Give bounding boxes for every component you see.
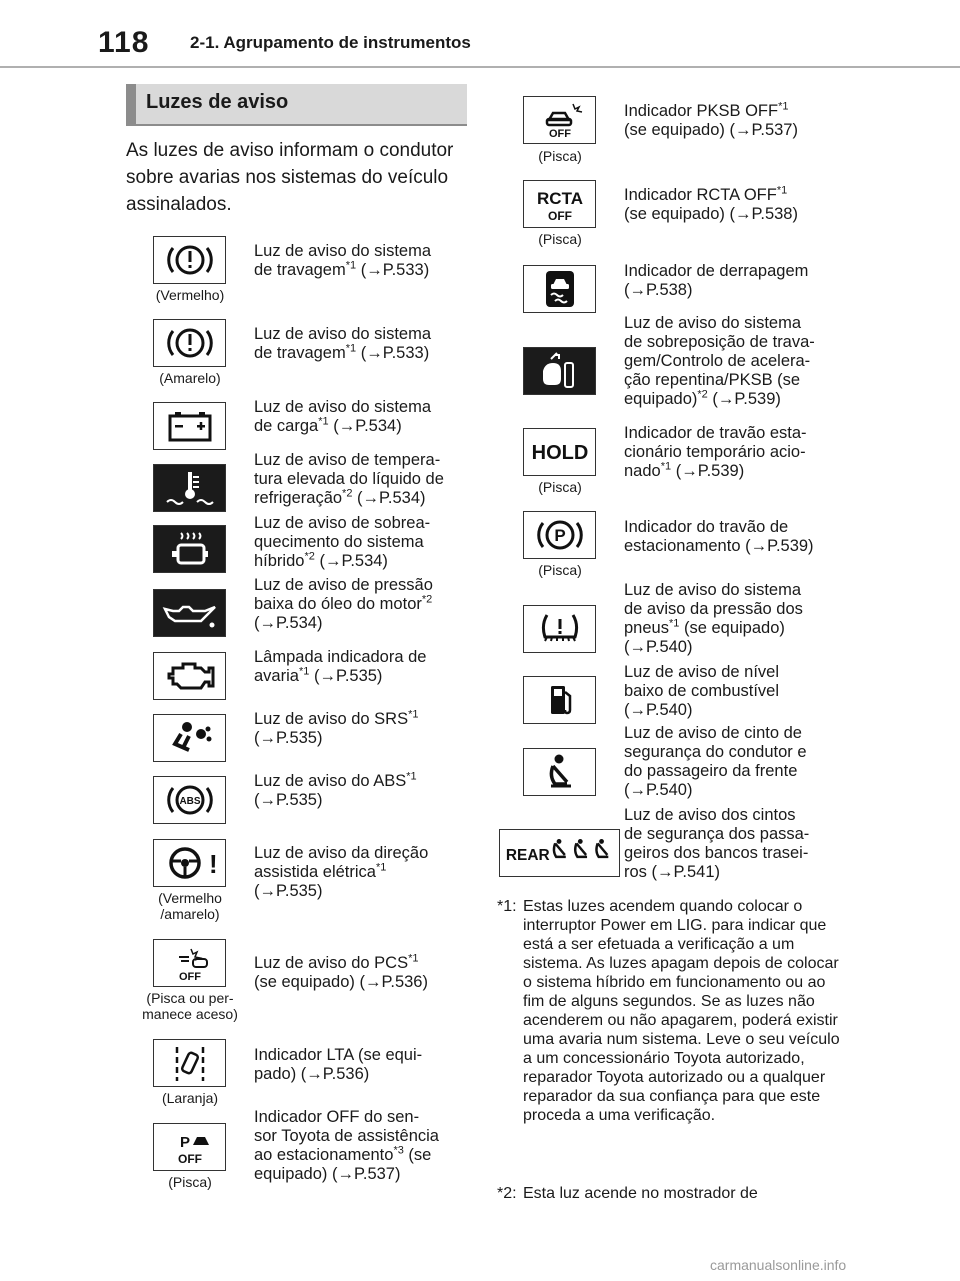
warning-description: Luz de aviso do sistema de aviso da pressão dos pneus$^{*1}$ (se equipado) (→P.540): [624, 581, 803, 656]
footnote-text: Esta luz acende no mostrador de: [523, 1185, 758, 1202]
warning-description: Luz de aviso do sistema de travagem$^{*1}$ (→P.533): [254, 242, 432, 279]
abs-icon-label: ABS: [178, 796, 201, 807]
icon-caption: (Amarelo): [159, 370, 221, 386]
pcs-off-label: OFF: [178, 971, 201, 983]
warning-description: Luz de aviso do SRS$^{*1}$ (→P.535): [254, 708, 419, 747]
drive-start-control-icon: [523, 347, 596, 395]
warning-description: Indicador LTA (se equi- pado) (→P.536): [254, 1046, 423, 1083]
header-divider: [0, 66, 960, 68]
footnote-mark: *1:: [497, 898, 517, 915]
hybrid-overheat-icon: [153, 525, 226, 573]
parking-support-off-label: OFF: [177, 1152, 202, 1166]
warning-description: Lâmpada indicadora de avaria$^{*1}$ (→P.535): [254, 648, 427, 685]
parking-support-p-label: P: [179, 1134, 190, 1151]
brake-warning-icon: [153, 319, 226, 367]
warning-description: Luz de aviso dos cintos de segurança dos passa- geiros dos bancos trasei- ros (→P.541): [624, 806, 810, 881]
warning-description: Indicador RCTA OFF$^{*1}$ (se equipado) (→P.538): [624, 184, 798, 223]
power-steering-icon-exclam: !: [208, 849, 218, 879]
intro-paragraph: As luzes de aviso informam o condutor sobre avarias nos sistemas do veículo assinalados.: [126, 140, 454, 215]
lta-icon: [153, 1039, 226, 1087]
section-title: Luzes de aviso: [126, 84, 467, 126]
warning-description: Luz de aviso de tempera- tura elevada do líquido de refrigeração$^{*2}$ (→P.534): [254, 451, 444, 507]
page-header: [0, 0, 960, 70]
warning-description: Luz de aviso da direção assistida elétrica$^{*1}$ (→P.535): [254, 844, 429, 900]
parking-brake-p-label: P: [553, 526, 566, 545]
hold-icon: [523, 428, 596, 476]
footnote-2: [497, 1184, 842, 1203]
icon-caption: (Pisca): [168, 1174, 212, 1190]
power-steering-icon: [153, 839, 226, 887]
icon-caption: (Pisca): [538, 148, 582, 164]
watermark: carmanualsonline.info: [710, 1257, 847, 1273]
warning-description: Indicador de travão esta- cionário temporário acio- nado$^{*1}$ (→P.539): [624, 424, 807, 480]
pcs-off-icon: [153, 939, 226, 987]
warning-description: Luz de aviso de nível baixo de combustível (→P.540): [624, 663, 780, 719]
pksb-off-icon: [523, 96, 596, 144]
icon-caption: (Vermelho): [155, 287, 225, 303]
icon-caption: (Pisca ou per- manece aceso): [142, 990, 238, 1022]
warning-description: Indicador OFF do sen- sor Toyota de assistência ao estacionamento$^{*3}$ (se equipado) (→P.537): [254, 1108, 439, 1183]
footnote-mark: *2:: [497, 1185, 517, 1202]
warning-description: Indicador PKSB OFF$^{*1}$ (se equipado) (→P.537): [624, 100, 798, 139]
brake-warning-icon: [153, 236, 226, 284]
warning-description: Luz de aviso do sistema de travagem$^{*1}$ (→P.533): [254, 325, 432, 362]
rcta-off-icon: [523, 180, 596, 228]
warning-description: Luz de aviso de pressão baixa do óleo do motor$^{*2}$ (→P.534): [254, 576, 433, 632]
footnote-text: Estas luzes acendem quando colocar o interruptor Power em LIG. para indicar que está a ser efetuada a verificação a um sistema. As luzes apagam depois de colocar o sistema híbrido em funcionamento ou ao fim de alguns segundos. Se as luzes não acenderem ou não apagarem, poderá existir uma avaria num sistema. Leve o seu veículo a um concessionário Toyota autorizado, reparador Toyota autorizado ou a qualquer reparador da sua confiança para que este proceda a uma verificação.: [523, 898, 840, 1124]
check-engine-icon: [153, 652, 226, 700]
rear-label: REAR: [505, 846, 550, 864]
icon-caption: (Vermelho /amarelo): [158, 890, 222, 922]
coolant-temperature-icon: [153, 464, 226, 512]
hold-label: HOLD: [531, 442, 588, 464]
warning-description: Luz de aviso do PCS$^{*1}$ (se equipado) (→P.536): [254, 952, 428, 991]
warning-description: Indicador do travão de estacionamento (→P.539): [624, 518, 814, 555]
warning-description: Luz de aviso do ABS$^{*1}$ (→P.535): [254, 770, 417, 809]
rcta-label: RCTA: [536, 189, 583, 208]
icon-caption: (Pisca): [538, 562, 582, 578]
parking-support-off-icon: [153, 1123, 226, 1171]
rear-seatbelt-icon: [499, 829, 620, 877]
icon-caption: (Pisca): [538, 231, 582, 247]
icon-caption: (Laranja): [161, 1090, 219, 1106]
srs-airbag-icon: [153, 714, 226, 762]
footnote-1: [497, 897, 842, 1125]
page-number: 118: [98, 26, 150, 59]
rcta-off-label: OFF: [547, 209, 572, 223]
warning-description: Luz de aviso de sobrea- quecimento do sistema híbrido$^{*2}$ (→P.534): [254, 514, 431, 570]
battery-icon: [153, 402, 226, 450]
seatbelt-icon: [523, 748, 596, 796]
tire-pressure-icon: [523, 605, 596, 653]
abs-icon: [153, 776, 226, 824]
warning-description: Luz de aviso de cinto de segurança do condutor e do passageiro da frente (→P.540): [624, 724, 807, 799]
slip-indicator-icon: [523, 265, 596, 313]
pksb-off-label: OFF: [548, 128, 571, 140]
icon-caption: (Pisca): [538, 479, 582, 495]
warning-description: Luz de aviso do sistema de sobreposição de trava- gem/Controlo de acelera- ção repentina/PKSB (se equipado)$^{*2}$ (→P.539): [624, 314, 815, 408]
warning-description: Luz de aviso do sistema de carga$^{*1}$ (→P.534): [254, 398, 432, 435]
warning-description: Indicador de derrapagem (→P.538): [624, 262, 809, 299]
parking-brake-icon: [523, 511, 596, 559]
oil-pressure-icon: [153, 589, 226, 637]
chapter-title: 2-1. Agrupamento de instrumentos: [190, 33, 471, 52]
fuel-icon: [523, 676, 596, 724]
